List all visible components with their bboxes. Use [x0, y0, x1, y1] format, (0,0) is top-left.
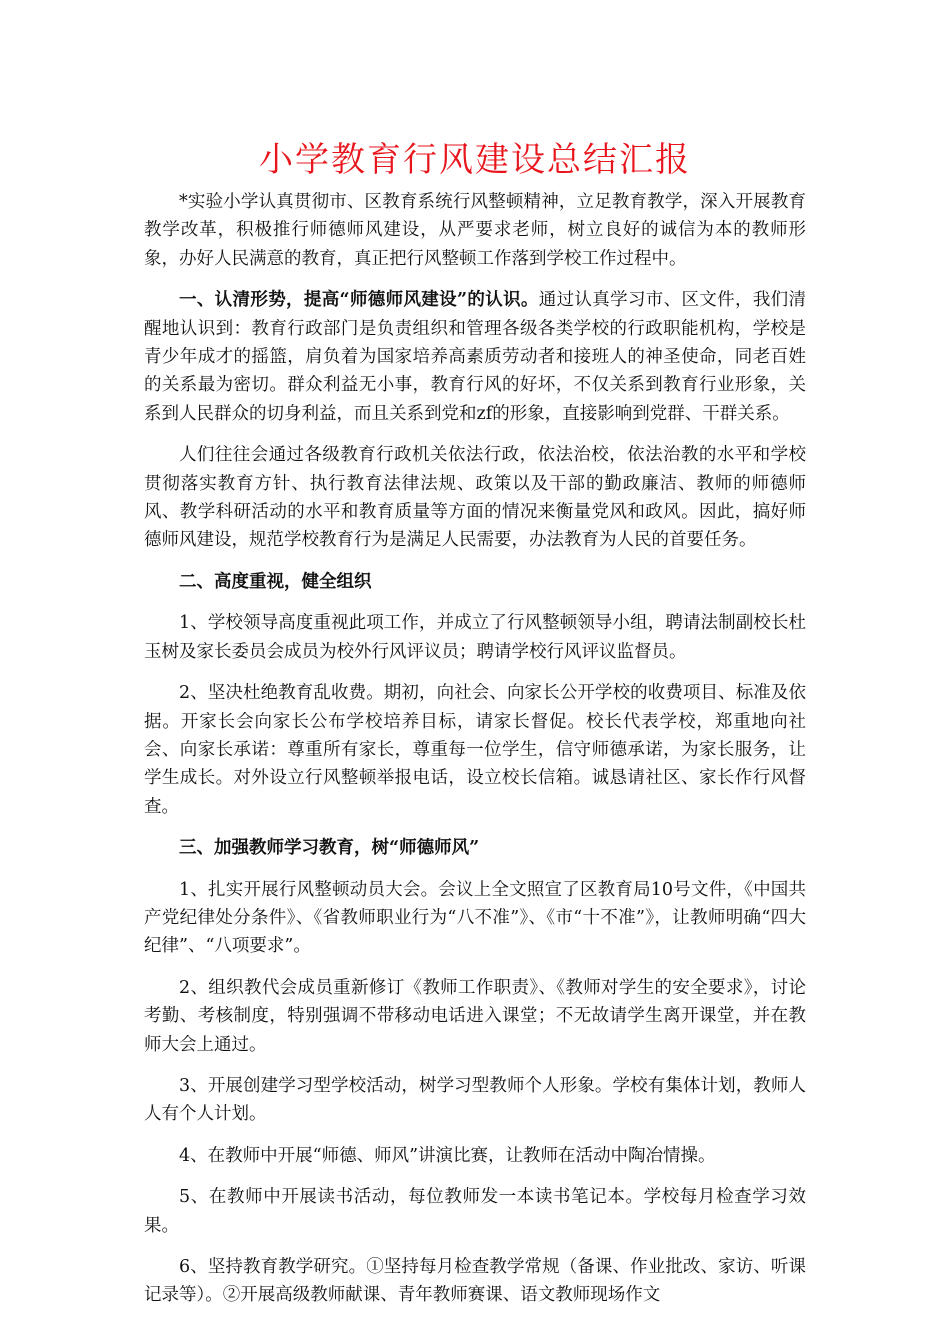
section2-heading: 二、高度重视，健全组织	[179, 571, 372, 592]
intro-paragraph: *实验小学认真贯彻市、区教育系统行风整顿精神，立足教育教学，深入开展教育教学改革，积极推行师德师风建设，从严要求老师，树立良好的诚信为本的教师形象，办好人民满意的教育，真正把行风整顿工作落到学校工作过程中。	[144, 192, 806, 269]
section3-item-1: 1、扎实开展行风整顿动员大会。会议上全文照宣了区教育局10号文件，《中国共产党纪律处分条件》、《省教师职业行为“八不准”》、《市“十不准”》，让教师明确“四大纪律”、“八项要求”。	[144, 879, 806, 957]
section3-item-4: 4、在教师中开展“师德、师风”讲演比赛，让教师在活动中陶冶情操。	[179, 1145, 716, 1166]
section3-item-6: 6、坚持教育教学研究。①坚持每月检查教学常规（备课、作业批改、家访、听课记录等）。②开展高级教师献课、青年教师赛课、语文教师现场作文	[144, 1257, 806, 1306]
document-page	[144, 138, 806, 1323]
section3-item-3: 3、开展创建学习型学校活动，树学习型教师个人形象。学校有集体计划，教师人人有个人计划。	[144, 1075, 806, 1125]
section2-item-2: 2、坚决杜绝教育乱收费。期初，向社会、向家长公开学校的收费项目、标准及依据。开家长会向家长公布学校培养目标，请家长督促。校长代表学校，郑重地向社会、向家长承诺：尊重所有家长，尊重每一位学生，信守师德承诺，为家长服务，让学生成长。对外设立行风整顿举报电话，设立校长信箱。诚恳请社区、家长作行风督查。	[144, 683, 806, 817]
section1-heading: 一、认清形势，提高“师德师风建设”的认识。	[179, 290, 539, 311]
section1-paragraph-2: 人们往往会通过各级教育行政机关依法行政，依法治校，依法治教的水平和学校贯彻落实教育方针、执行教育法律法规、政策以及干部的勤政廉洁、教师的师德师风、教学科研活动的水平和教育质量等方面的情况来衡量党风和政风。因此，搞好师德师风建设，规范学校教育行为是满足人民需要，办法教育为人民的首要任务。	[144, 445, 806, 551]
section3-heading: 三、加强教师学习教育，树“师德师风”	[179, 838, 480, 859]
document-title: 小学教育行风建设总结汇报	[259, 140, 691, 180]
section3-item-5: 5、在教师中开展读书活动，每位教师发一本读书笔记本。学校每月检查学习效果。	[144, 1187, 806, 1236]
section2-item-1: 1、学校领导高度重视此项工作，并成立了行风整顿领导小组，聘请法制副校长杜玉树及家长委员会成员为校外行风评议员；聘请学校行风评议监督员。	[144, 613, 806, 662]
section3-item-2: 2、组织教代会成员重新修订《教师工作职责》、《教师对学生的安全要求》，讨论考勤、考核制度，特别强调不带移动电话进入课堂；不无故请学生离开课堂，并在教师大会上通过。	[144, 977, 806, 1055]
section1-text: 通过认真学习市、区文件，我们清醒地认识到：教育行政部门是负责组织和管理各级各类学校的行政职能机构，学校是青少年成才的摇篮，肩负着为国家培养高素质劳动者和接班人的神圣使命，同老百姓的关系最为密切。群众利益无小事，教育行风的好坏，不仅关系到教育行业形象，关系到人民群众的切身利益，而且关系到党和zf的形象，直接影响到党群、干群关系。	[144, 290, 806, 424]
section1-paragraph	[144, 286, 806, 428]
